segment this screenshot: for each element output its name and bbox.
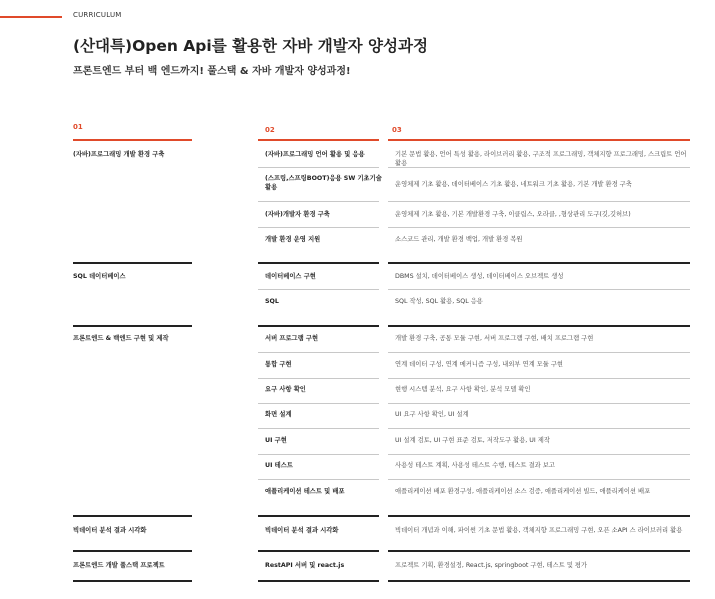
row-divider — [258, 428, 379, 429]
column-1-header-rule — [73, 139, 192, 141]
module-detail: UI 설계 검토, UI 구현 표준 검토, 저작도구 활용, UI 제작 — [395, 437, 550, 444]
module-detail: 기본 문법 활용, 언어 특성 활용, 라이브러리 활용, 구조적 프로그래밍, 객체지향 프로그래밍, 스크립트 언어 활용 — [395, 151, 687, 167]
row-divider — [388, 479, 690, 480]
module-label: 요구 사항 확인 — [265, 386, 306, 393]
module-label: (자바)개발자 환경 구축 — [265, 211, 330, 218]
row-divider — [388, 428, 690, 429]
group-divider — [73, 262, 192, 264]
row-divider — [258, 479, 379, 480]
row-divider — [388, 227, 690, 228]
module-label: 통합 구현 — [265, 361, 292, 368]
row-divider — [388, 201, 690, 202]
module-detail: 운영체제 기초 활용, 데이터베이스 기초 활용, 네트워크 기초 활용, 기본 개발 환경 구축 — [395, 181, 632, 188]
row-divider — [258, 167, 379, 168]
module-detail: DBMS 설치, 데이터베이스 생성, 데이터베이스 오브젝트 생성 — [395, 273, 564, 280]
accent-line — [0, 16, 62, 18]
row-divider — [258, 289, 379, 290]
row-divider — [258, 201, 379, 202]
group-divider — [73, 580, 192, 582]
module-label: RestAPI 서버 및 react.js — [265, 562, 345, 569]
module-detail: UI 요구 사항 확인, UI 설계 — [395, 411, 469, 418]
group-divider — [258, 262, 379, 264]
module-label: SQL — [265, 298, 279, 305]
group-divider — [73, 325, 192, 327]
group-label-bigdata: 빅데이터 분석 결과 시각화 — [73, 527, 147, 534]
row-divider — [388, 378, 690, 379]
column-number-3: 03 — [392, 126, 402, 134]
group-divider — [258, 580, 379, 582]
module-detail: 개발 환경 구축, 공통 모듈 구현, 서버 프로그램 구현, 배치 프로그램 구현 — [395, 335, 594, 342]
group-divider — [258, 515, 379, 517]
group-divider — [258, 325, 379, 327]
row-divider — [388, 352, 690, 353]
section-eyebrow: CURRICULUM — [73, 11, 122, 19]
module-label: UI 테스트 — [265, 462, 293, 469]
column-number-1: 01 — [73, 123, 83, 131]
module-detail: 연계 데이터 구성, 연계 메커니즘 구성, 내외부 연계 모듈 구현 — [395, 361, 564, 368]
group-label-fullstack-project: 프론트엔드 개발 풀스택 프로젝트 — [73, 562, 165, 569]
row-divider — [258, 352, 379, 353]
row-divider — [388, 403, 690, 404]
group-divider — [388, 515, 690, 517]
row-divider — [388, 454, 690, 455]
module-label: 화면 설계 — [265, 411, 292, 418]
module-label: 데이터베이스 구현 — [265, 273, 316, 280]
module-detail: 운영체제 기초 활용, 기본 개발환경 구축, 이클립스, 오라클, ,형상관리 도구(깃,깃허브) — [395, 211, 631, 218]
row-divider — [388, 289, 690, 290]
row-divider — [258, 403, 379, 404]
row-divider — [388, 167, 690, 168]
module-label: (스프링,스프링BOOT)응용 SW 기초기술 활용 — [265, 175, 382, 191]
module-label: (자바)프로그래밍 언어 활용 및 응용 — [265, 151, 365, 158]
module-detail: 소스코드 관리, 개발 환경 백업, 개발 환경 복원 — [395, 236, 523, 243]
group-divider — [388, 550, 690, 552]
row-divider — [258, 227, 379, 228]
group-label-sql: SQL 데이터베이스 — [73, 273, 126, 280]
column-2-header-rule — [258, 139, 379, 141]
column-3-header-rule — [388, 139, 690, 141]
module-detail: 프로젝트 기획, 환경설정, React.js, springboot 구현, 테스트 및 평가 — [395, 562, 588, 569]
column-number-2: 02 — [265, 126, 275, 134]
group-divider — [73, 515, 192, 517]
group-divider — [388, 325, 690, 327]
row-divider — [258, 454, 379, 455]
page-subtitle: 프론트엔드 부터 백 엔드까지! 풀스택 & 자바 개발자 양성과정! — [73, 66, 351, 77]
module-detail: 빅데이터 개념과 이해, 파이썬 기초 문법 활용, 객체지향 프로그래밍 구현, 오픈 소API 스 라이브러리 활용 — [395, 527, 683, 534]
group-divider — [258, 550, 379, 552]
module-detail: 현행 시스템 분석, 요구 사항 확인, 분석 모델 확인 — [395, 386, 531, 393]
module-label: 빅데이터 분석 결과 시각화 — [265, 527, 339, 534]
group-divider — [388, 580, 690, 582]
group-divider — [388, 262, 690, 264]
group-label-dev-env: (자바)프로그래밍 개발 환경 구축 — [73, 151, 165, 158]
module-label: UI 구현 — [265, 437, 287, 444]
module-label: 서버 프로그램 구현 — [265, 335, 319, 342]
row-divider — [258, 378, 379, 379]
module-detail: 사용성 테스트 계획, 사용성 테스트 수행, 테스트 결과 보고 — [395, 462, 555, 469]
group-divider — [73, 550, 192, 552]
module-label: 개발 환경 운영 지원 — [265, 236, 321, 243]
module-detail: SQL 작성, SQL 활용, SQL 응용 — [395, 298, 483, 305]
module-label: 애플리케이션 테스트 및 배포 — [265, 488, 345, 495]
module-detail: 애플리케이션 배포 환경구성, 애플리케이션 소스 검증, 애플리케이션 빌드, 애플리케이션 배포 — [395, 488, 651, 495]
group-label-front-back: 프론트엔드 & 백엔드 구현 및 제작 — [73, 335, 169, 342]
page-title: (산대특)Open Api를 활용한 자바 개발자 양성과정 — [73, 37, 428, 55]
